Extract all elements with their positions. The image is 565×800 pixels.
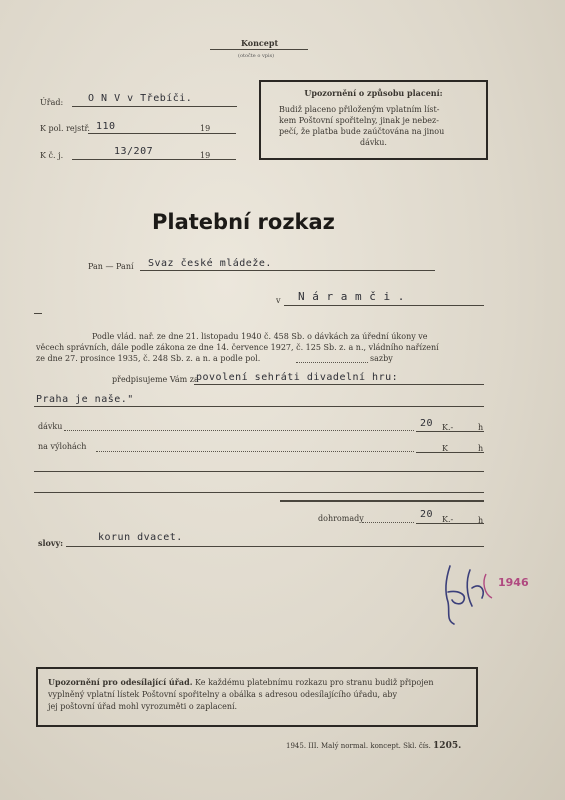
blank-line (34, 492, 484, 493)
sender-notice-box (36, 667, 478, 727)
addressee-value: Svaz české mládeže. (148, 258, 272, 269)
davku-dots (64, 430, 414, 431)
signature-graphic (436, 560, 516, 630)
sum-rule (280, 500, 484, 502)
kpol-label: K pol. rejstř. (40, 124, 90, 133)
davku-label: dávku (38, 422, 63, 431)
davku-line (416, 431, 484, 432)
sender-notice-line: jej poštovní úřad mohl vyrozuměti o zaplacení. (48, 702, 238, 711)
prescription-rule2 (34, 406, 484, 407)
koncept-rule (210, 49, 308, 50)
date-stamp: 1946 (498, 576, 529, 589)
legal-text-sazby: sazby (370, 354, 393, 363)
place-value: N á r a m č i . (298, 290, 405, 303)
urad-value: O N V v Třebíči. (88, 93, 193, 104)
vylohy-currency: K (442, 444, 448, 453)
print-note-number: 1205. (433, 741, 462, 751)
kc-year: 19 (200, 151, 211, 160)
vylohy-label: na výlohách (38, 442, 87, 451)
payment-notice-title: Upozornění o způsobu placení: (304, 88, 443, 98)
print-note (286, 741, 461, 751)
words-value: korun dvacet. (98, 532, 183, 543)
payment-notice-line: dávku. (360, 138, 387, 147)
vylohy-h: h (478, 444, 484, 453)
koncept-sublabel: (otočte o vpis) (238, 53, 275, 59)
legal-text-line: Podle vlád. nař. ze dne 21. listopadu 1940 č. 458 Sb. o dávkách za úřední úkony ve (92, 332, 428, 341)
sender-notice-text: Ke každému platebnímu rozkazu pro stranu budiž připojen (192, 678, 434, 687)
vylohy-line (416, 452, 484, 453)
davku-amount: 20 (420, 418, 434, 429)
payment-notice-line: pečí, že platba bude zaúčtována na jinou (279, 127, 445, 136)
davku-currency: K.- (442, 423, 454, 432)
koncept-label: Koncept (241, 38, 279, 48)
words-line (66, 546, 484, 547)
payment-notice-box (259, 80, 488, 160)
kc-line (72, 159, 236, 160)
total-line (416, 523, 484, 524)
payment-notice-line: Budiž placeno přiloženým vplatním líst- (279, 105, 440, 114)
legal-text-line: věcech správních, dále podle zákona ze dne 14. července 1927, č. 125 Sb. z. a n., vládního nařízení (36, 343, 439, 352)
document-title: Platební rozkaz (152, 210, 335, 234)
place-label: v (276, 296, 281, 305)
words-label: slovy: (38, 538, 64, 548)
kpol-year: 19 (200, 124, 211, 133)
blank-line (34, 471, 484, 472)
vylohy-dots (96, 451, 414, 452)
sender-notice-line: vyplněný vplatní lístek Poštovní spořitelny a obálka s adresou odesílajícího úřadu, aby (48, 690, 397, 699)
total-amount: 20 (420, 509, 434, 520)
prescription-label: předpisujeme Vám za (112, 375, 199, 384)
kpol-line (88, 133, 236, 134)
urad-label: Úřad: (40, 98, 64, 107)
margin-mark (34, 313, 42, 314)
prescription-rule1 (194, 384, 484, 385)
legal-text-line: ze dne 27. prosince 1935, č. 248 Sb. z. a n. a podle pol. (36, 354, 261, 363)
place-line (284, 305, 484, 306)
prescription-line1: povolení sehráti divadelní hru: (196, 372, 399, 383)
addressee-label: Pan — Paní (88, 262, 134, 271)
total-label: dohromady (318, 514, 364, 523)
kpol-value: 110 (96, 121, 116, 132)
total-dots (362, 522, 414, 523)
prescription-line2: Praha je naše." (36, 394, 134, 405)
davku-h: h (478, 423, 484, 432)
sazby-dots (296, 362, 368, 363)
total-currency: K.- (442, 515, 454, 524)
sender-notice-line1 (48, 677, 434, 687)
kc-label: K č. j. (40, 151, 64, 160)
sender-notice-title: Upozornění pro odesílající úřad. (48, 677, 193, 687)
kc-value: 13/207 (114, 146, 154, 157)
total-h: h (478, 516, 484, 525)
payment-notice-line: kem Poštovní spořitelny, jinak je nebez- (279, 116, 439, 125)
urad-line (72, 106, 237, 107)
print-note-text: 1945. III. Malý normal. koncept. Skl. čís. (286, 742, 431, 750)
addressee-line (140, 270, 435, 271)
